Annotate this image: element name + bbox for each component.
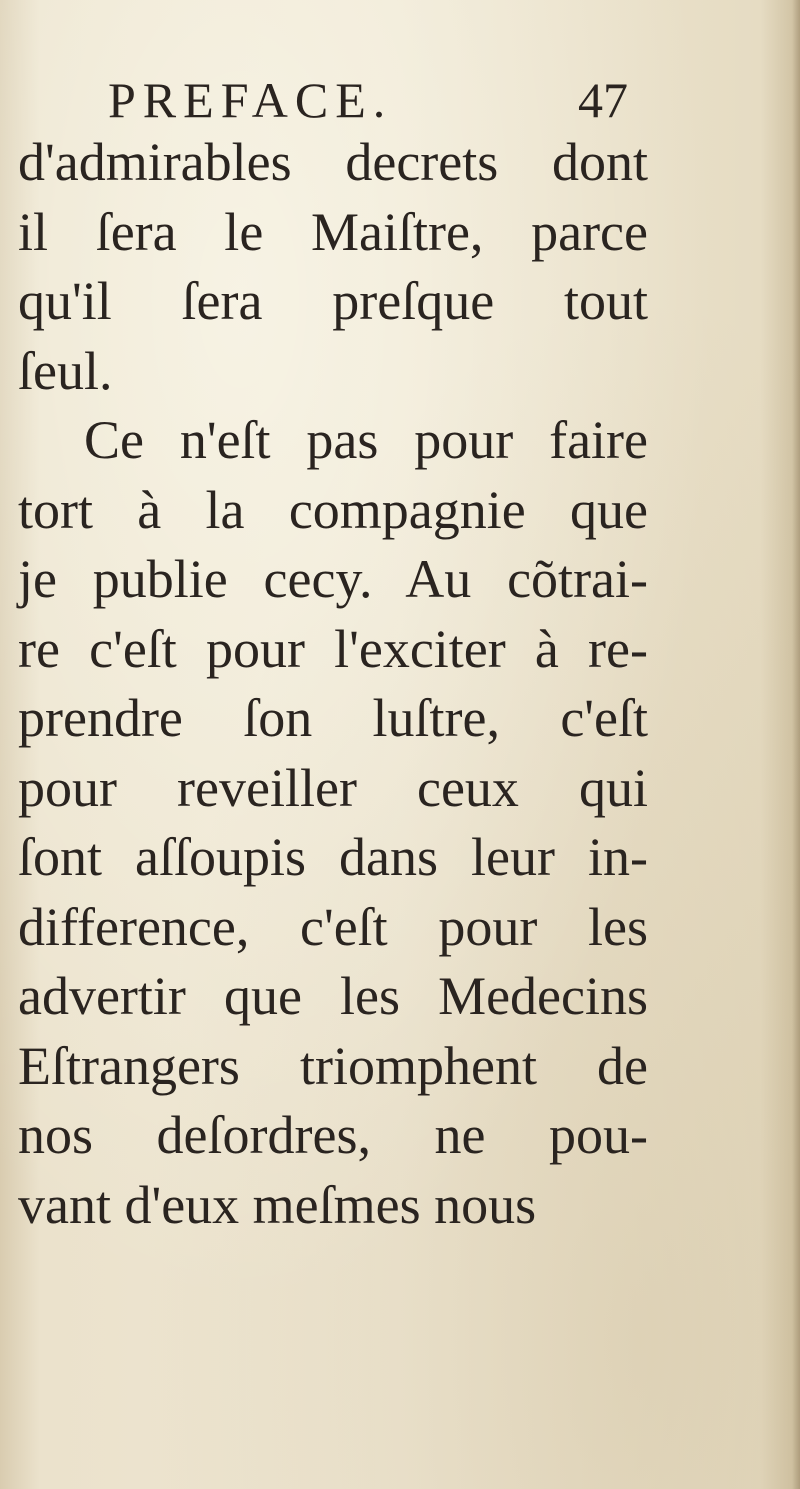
text-line: il ſera le Maiſtre, parce — [18, 201, 648, 262]
text-line: re c'eſt pour l'exciter à re- — [18, 618, 648, 679]
page-number: 47 — [578, 72, 628, 128]
text-line: ſeul. — [18, 340, 113, 401]
page-edge-shadow — [792, 0, 800, 1489]
text-line: d'admirables decrets dont — [18, 132, 648, 192]
running-title: PREFACE. — [108, 72, 393, 128]
text-line: ſont aſſoupis dans leur in- — [18, 827, 648, 887]
text-line: qu'il ſera preſque tout — [18, 271, 648, 331]
text-line: advertir que les Medecins — [18, 966, 648, 1026]
text-line: Eſtrangers triomphent de — [18, 1035, 648, 1096]
text-line: Ce n'eſt pas pour faire — [84, 410, 648, 470]
running-head — [108, 72, 628, 128]
text-line: pour reveiller ceux qui — [18, 757, 648, 818]
text-line: prendre ſon luſtre, c'eſt — [18, 688, 648, 748]
body-text — [18, 128, 648, 1240]
text-line: tort à la compagnie que — [18, 479, 648, 540]
text-line: vant d'eux meſmes nous — [18, 1174, 537, 1235]
text-line: difference, c'eſt pour les — [18, 896, 648, 957]
text-line: nos deſordres, ne pou- — [18, 1105, 648, 1165]
text-line: je publie cecy. Au cõtrai- — [18, 549, 648, 609]
